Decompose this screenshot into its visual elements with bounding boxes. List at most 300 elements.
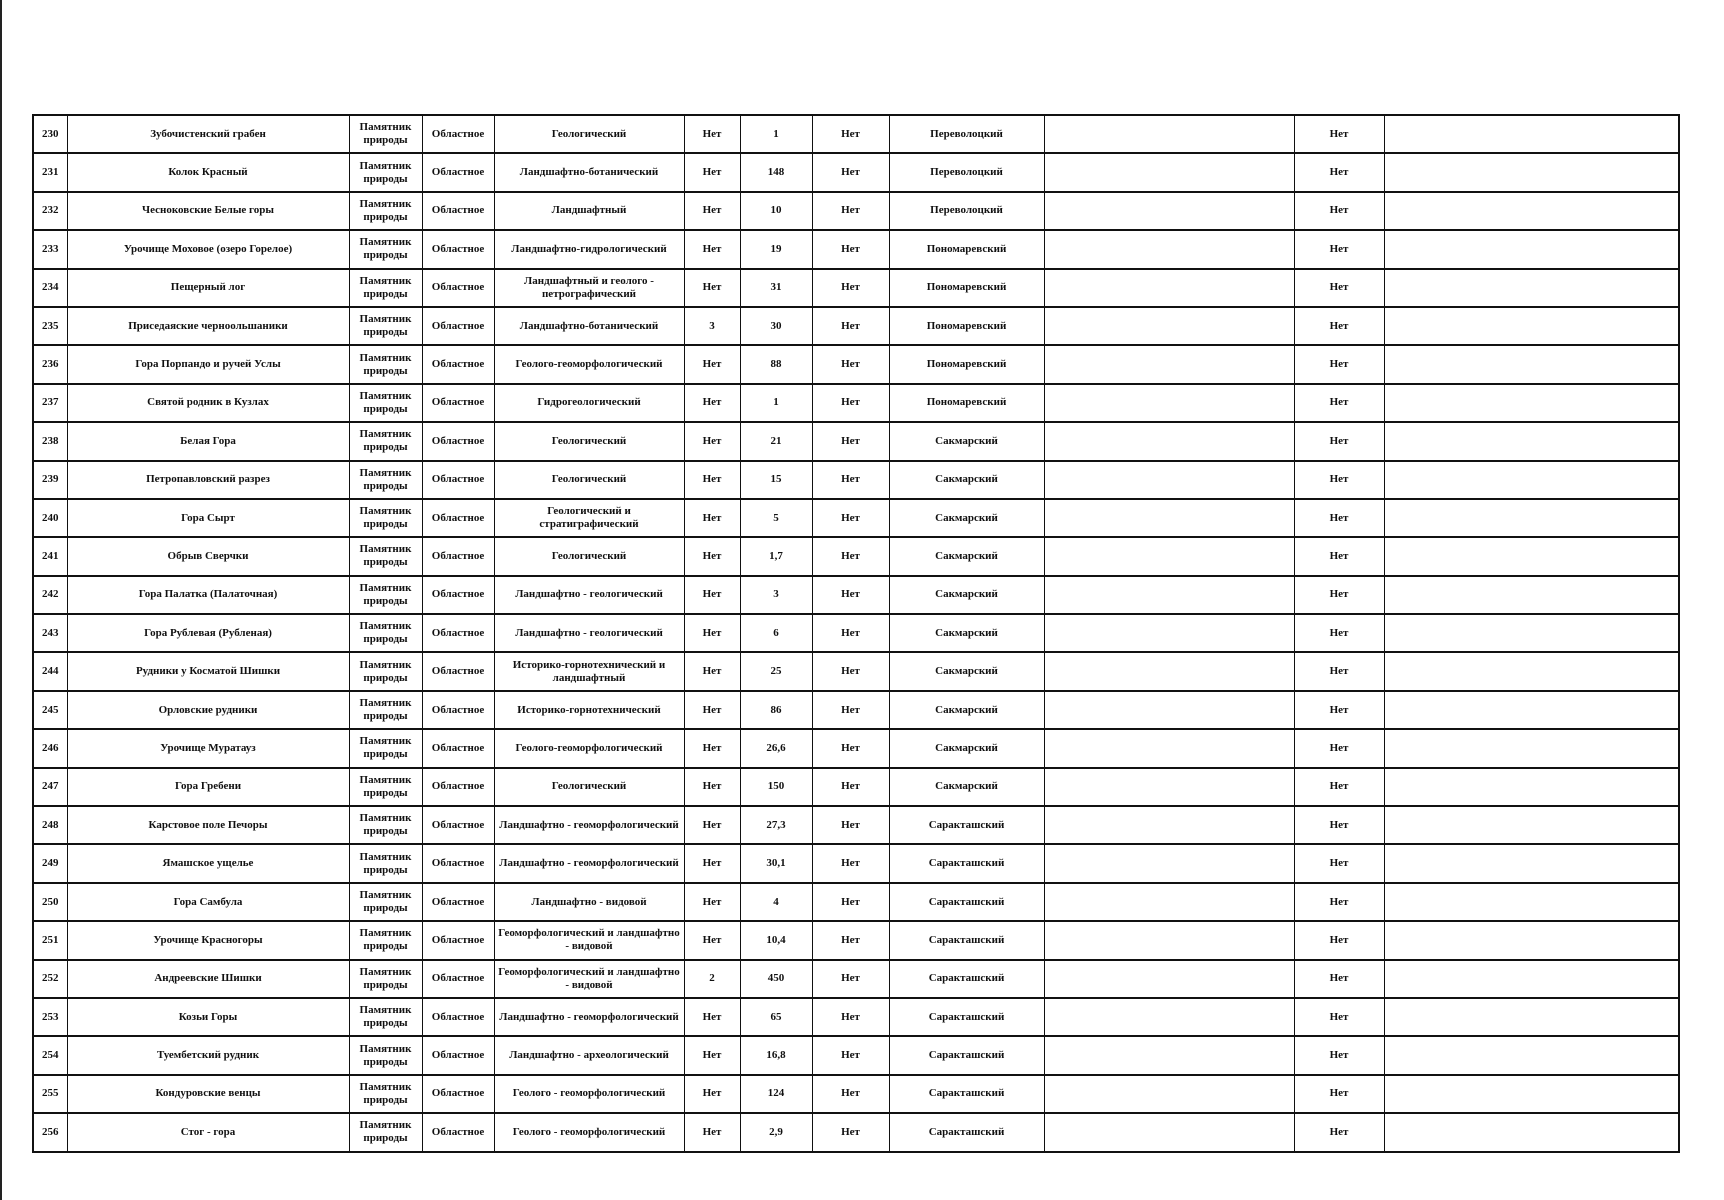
- object-profile: Гидрогеологический: [494, 384, 684, 422]
- table-row: [33, 230, 1679, 268]
- object-district: Пономаревский: [889, 384, 1044, 422]
- cell-col-12: [1384, 345, 1679, 383]
- cell-col-11: Нет: [1294, 652, 1384, 690]
- object-area: 25: [740, 652, 812, 690]
- table-row: [33, 192, 1679, 230]
- object-category: Памятник природы: [349, 192, 422, 230]
- cell-col-12: [1384, 614, 1679, 652]
- row-number: 241: [33, 537, 67, 575]
- cell-col-10: [1044, 844, 1294, 882]
- object-district: Пономаревский: [889, 345, 1044, 383]
- table-row: [33, 576, 1679, 614]
- object-profile: Геоморфологический и ландшафтно - видовой: [494, 921, 684, 959]
- object-district: Саракташский: [889, 1113, 1044, 1151]
- object-significance: Областное: [422, 768, 494, 806]
- cell-col-8: Нет: [812, 998, 889, 1036]
- cell-col-11: Нет: [1294, 153, 1384, 191]
- table-row: [33, 806, 1679, 844]
- object-category: Памятник природы: [349, 422, 422, 460]
- object-area: 21: [740, 422, 812, 460]
- object-area: 10: [740, 192, 812, 230]
- cell-col-6: Нет: [684, 461, 740, 499]
- cell-col-12: [1384, 806, 1679, 844]
- object-category: Памятник природы: [349, 1075, 422, 1113]
- cell-col-8: Нет: [812, 844, 889, 882]
- row-number: 240: [33, 499, 67, 537]
- cell-col-10: [1044, 307, 1294, 345]
- row-number: 238: [33, 422, 67, 460]
- cell-col-6: Нет: [684, 269, 740, 307]
- cell-col-8: Нет: [812, 576, 889, 614]
- object-category: Памятник природы: [349, 115, 422, 153]
- cell-col-12: [1384, 192, 1679, 230]
- object-significance: Областное: [422, 307, 494, 345]
- cell-col-8: Нет: [812, 537, 889, 575]
- row-number: 246: [33, 729, 67, 767]
- object-category: Памятник природы: [349, 307, 422, 345]
- cell-col-8: Нет: [812, 806, 889, 844]
- cell-col-12: [1384, 998, 1679, 1036]
- table-row: [33, 1075, 1679, 1113]
- cell-col-12: [1384, 499, 1679, 537]
- table-row: [33, 652, 1679, 690]
- table-row: [33, 998, 1679, 1036]
- row-number: 230: [33, 115, 67, 153]
- cell-col-11: Нет: [1294, 422, 1384, 460]
- cell-col-11: Нет: [1294, 461, 1384, 499]
- cell-col-10: [1044, 422, 1294, 460]
- cell-col-8: Нет: [812, 461, 889, 499]
- object-category: Памятник природы: [349, 691, 422, 729]
- row-number: 236: [33, 345, 67, 383]
- cell-col-12: [1384, 307, 1679, 345]
- cell-col-8: Нет: [812, 652, 889, 690]
- cell-col-11: Нет: [1294, 576, 1384, 614]
- row-number: 243: [33, 614, 67, 652]
- object-area: 148: [740, 153, 812, 191]
- cell-col-6: Нет: [684, 768, 740, 806]
- cell-col-12: [1384, 153, 1679, 191]
- cell-col-10: [1044, 461, 1294, 499]
- cell-col-6: Нет: [684, 1113, 740, 1151]
- object-significance: Областное: [422, 921, 494, 959]
- cell-col-6: Нет: [684, 806, 740, 844]
- table-row: [33, 307, 1679, 345]
- cell-col-12: [1384, 729, 1679, 767]
- object-district: Сакмарский: [889, 768, 1044, 806]
- object-category: Памятник природы: [349, 230, 422, 268]
- cell-col-10: [1044, 345, 1294, 383]
- object-category: Памятник природы: [349, 844, 422, 882]
- row-number: 244: [33, 652, 67, 690]
- row-number: 233: [33, 230, 67, 268]
- object-profile: Геоморфологический и ландшафтно - видовой: [494, 960, 684, 998]
- cell-col-12: [1384, 960, 1679, 998]
- cell-col-12: [1384, 422, 1679, 460]
- object-district: Саракташский: [889, 1075, 1044, 1113]
- object-district: Переволоцкий: [889, 192, 1044, 230]
- object-name: Гора Гребени: [67, 768, 349, 806]
- cell-col-8: Нет: [812, 729, 889, 767]
- row-number: 256: [33, 1113, 67, 1151]
- object-category: Памятник природы: [349, 614, 422, 652]
- table-row: [33, 768, 1679, 806]
- object-district: Переволоцкий: [889, 115, 1044, 153]
- cell-col-12: [1384, 537, 1679, 575]
- table-row: [33, 691, 1679, 729]
- row-number: 251: [33, 921, 67, 959]
- cell-col-6: Нет: [684, 422, 740, 460]
- cell-col-6: Нет: [684, 115, 740, 153]
- object-profile: Ландшафтно - геоморфологический: [494, 844, 684, 882]
- cell-col-10: [1044, 269, 1294, 307]
- cell-col-6: 2: [684, 960, 740, 998]
- table-row: [33, 729, 1679, 767]
- object-category: Памятник природы: [349, 806, 422, 844]
- cell-col-11: Нет: [1294, 729, 1384, 767]
- cell-col-8: Нет: [812, 115, 889, 153]
- row-number: 245: [33, 691, 67, 729]
- object-significance: Областное: [422, 461, 494, 499]
- cell-col-6: Нет: [684, 345, 740, 383]
- object-category: Памятник природы: [349, 576, 422, 614]
- object-district: Саракташский: [889, 1036, 1044, 1074]
- table-row: [33, 960, 1679, 998]
- cell-col-6: Нет: [684, 614, 740, 652]
- object-category: Памятник природы: [349, 652, 422, 690]
- object-district: Саракташский: [889, 960, 1044, 998]
- cell-col-11: Нет: [1294, 537, 1384, 575]
- row-number: 232: [33, 192, 67, 230]
- row-number: 254: [33, 1036, 67, 1074]
- object-category: Памятник природы: [349, 960, 422, 998]
- object-significance: Областное: [422, 345, 494, 383]
- cell-col-12: [1384, 576, 1679, 614]
- object-profile: Геологический: [494, 768, 684, 806]
- cell-col-8: Нет: [812, 422, 889, 460]
- object-category: Памятник природы: [349, 883, 422, 921]
- object-significance: Областное: [422, 652, 494, 690]
- object-profile: Геологический: [494, 422, 684, 460]
- object-category: Памятник природы: [349, 499, 422, 537]
- object-profile: Геолого - геоморфологический: [494, 1113, 684, 1151]
- cell-col-8: Нет: [812, 614, 889, 652]
- object-significance: Областное: [422, 1075, 494, 1113]
- row-number: 231: [33, 153, 67, 191]
- object-profile: Геологический: [494, 537, 684, 575]
- cell-col-6: Нет: [684, 192, 740, 230]
- row-number: 253: [33, 998, 67, 1036]
- cell-col-12: [1384, 1036, 1679, 1074]
- cell-col-11: Нет: [1294, 115, 1384, 153]
- object-category: Памятник природы: [349, 768, 422, 806]
- object-significance: Областное: [422, 806, 494, 844]
- object-name: Святой родник в Кузлах: [67, 384, 349, 422]
- cell-col-11: Нет: [1294, 960, 1384, 998]
- cell-col-8: Нет: [812, 1075, 889, 1113]
- cell-col-6: Нет: [684, 844, 740, 882]
- object-significance: Областное: [422, 115, 494, 153]
- object-area: 4: [740, 883, 812, 921]
- cell-col-8: Нет: [812, 691, 889, 729]
- cell-col-8: Нет: [812, 230, 889, 268]
- cell-col-10: [1044, 652, 1294, 690]
- object-significance: Областное: [422, 1036, 494, 1074]
- row-number: 242: [33, 576, 67, 614]
- object-name: Приседаяские черноольшаники: [67, 307, 349, 345]
- object-profile: Геологический и стратиграфический: [494, 499, 684, 537]
- object-category: Памятник природы: [349, 729, 422, 767]
- object-significance: Областное: [422, 384, 494, 422]
- cell-col-6: 3: [684, 307, 740, 345]
- cell-col-6: Нет: [684, 1075, 740, 1113]
- object-name: Туембетский рудник: [67, 1036, 349, 1074]
- object-name: Белая Гора: [67, 422, 349, 460]
- object-profile: Геолого-геоморфологический: [494, 345, 684, 383]
- object-category: Памятник природы: [349, 461, 422, 499]
- object-area: 5: [740, 499, 812, 537]
- object-area: 450: [740, 960, 812, 998]
- table-row: [33, 269, 1679, 307]
- cell-col-8: Нет: [812, 192, 889, 230]
- object-name: Гора Палатка (Палаточная): [67, 576, 349, 614]
- object-area: 30,1: [740, 844, 812, 882]
- object-category: Памятник природы: [349, 537, 422, 575]
- cell-col-11: Нет: [1294, 192, 1384, 230]
- table-row: [33, 384, 1679, 422]
- object-category: Памятник природы: [349, 921, 422, 959]
- object-area: 2,9: [740, 1113, 812, 1151]
- object-profile: Историко-горнотехнический и ландшафтный: [494, 652, 684, 690]
- object-significance: Областное: [422, 230, 494, 268]
- row-number: 239: [33, 461, 67, 499]
- cell-col-6: Нет: [684, 729, 740, 767]
- cell-col-10: [1044, 729, 1294, 767]
- cell-col-6: Нет: [684, 1036, 740, 1074]
- object-area: 31: [740, 269, 812, 307]
- object-district: Сакмарский: [889, 576, 1044, 614]
- row-number: 247: [33, 768, 67, 806]
- table-row: [33, 422, 1679, 460]
- cell-col-6: Нет: [684, 576, 740, 614]
- object-significance: Областное: [422, 153, 494, 191]
- cell-col-10: [1044, 960, 1294, 998]
- object-category: Памятник природы: [349, 998, 422, 1036]
- cell-col-11: Нет: [1294, 921, 1384, 959]
- object-area: 150: [740, 768, 812, 806]
- object-name: Пещерный лог: [67, 269, 349, 307]
- row-number: 235: [33, 307, 67, 345]
- object-profile: Ландшафтно-ботанический: [494, 307, 684, 345]
- cell-col-12: [1384, 230, 1679, 268]
- cell-col-12: [1384, 461, 1679, 499]
- object-profile: Ландшафтно - геоморфологический: [494, 998, 684, 1036]
- object-district: Саракташский: [889, 998, 1044, 1036]
- object-category: Памятник природы: [349, 345, 422, 383]
- cell-col-10: [1044, 691, 1294, 729]
- object-district: Пономаревский: [889, 269, 1044, 307]
- cell-col-6: Нет: [684, 384, 740, 422]
- object-area: 16,8: [740, 1036, 812, 1074]
- object-area: 124: [740, 1075, 812, 1113]
- object-significance: Областное: [422, 883, 494, 921]
- cell-col-10: [1044, 384, 1294, 422]
- object-name: Рудники у Косматой Шишки: [67, 652, 349, 690]
- object-area: 86: [740, 691, 812, 729]
- object-name: Андреевские Шишки: [67, 960, 349, 998]
- object-district: Сакмарский: [889, 422, 1044, 460]
- object-name: Гора Рублевая (Рубленая): [67, 614, 349, 652]
- cell-col-8: Нет: [812, 307, 889, 345]
- cell-col-11: Нет: [1294, 806, 1384, 844]
- object-name: Колок Красный: [67, 153, 349, 191]
- cell-col-6: Нет: [684, 153, 740, 191]
- object-name: Гора Самбула: [67, 883, 349, 921]
- cell-col-6: Нет: [684, 883, 740, 921]
- object-district: Пономаревский: [889, 307, 1044, 345]
- cell-col-10: [1044, 1075, 1294, 1113]
- protected-areas-table: [32, 114, 1680, 1153]
- object-district: Пономаревский: [889, 230, 1044, 268]
- row-number: 255: [33, 1075, 67, 1113]
- object-district: Переволоцкий: [889, 153, 1044, 191]
- object-area: 15: [740, 461, 812, 499]
- cell-col-8: Нет: [812, 768, 889, 806]
- cell-col-10: [1044, 1036, 1294, 1074]
- cell-col-8: Нет: [812, 345, 889, 383]
- object-profile: Геологический: [494, 461, 684, 499]
- object-significance: Областное: [422, 844, 494, 882]
- table-row: [33, 921, 1679, 959]
- object-name: Урочище Красногоры: [67, 921, 349, 959]
- object-district: Сакмарский: [889, 614, 1044, 652]
- cell-col-12: [1384, 921, 1679, 959]
- cell-col-10: [1044, 115, 1294, 153]
- object-area: 27,3: [740, 806, 812, 844]
- object-significance: Областное: [422, 691, 494, 729]
- object-profile: Ландшафтно - видовой: [494, 883, 684, 921]
- object-area: 3: [740, 576, 812, 614]
- cell-col-11: Нет: [1294, 230, 1384, 268]
- object-significance: Областное: [422, 192, 494, 230]
- object-profile: Ландшафтно-ботанический: [494, 153, 684, 191]
- table-row: [33, 844, 1679, 882]
- object-district: Сакмарский: [889, 652, 1044, 690]
- object-profile: Геологический: [494, 115, 684, 153]
- object-significance: Областное: [422, 729, 494, 767]
- object-profile: Ландшафтно-гидрологический: [494, 230, 684, 268]
- table-row: [33, 1036, 1679, 1074]
- object-profile: Ландшафтный: [494, 192, 684, 230]
- cell-col-8: Нет: [812, 384, 889, 422]
- object-name: Гора Порпандо и ручей Услы: [67, 345, 349, 383]
- object-area: 6: [740, 614, 812, 652]
- cell-col-10: [1044, 921, 1294, 959]
- object-area: 1: [740, 384, 812, 422]
- object-category: Памятник природы: [349, 269, 422, 307]
- object-category: Памятник природы: [349, 384, 422, 422]
- object-profile: Ландшафтно - геологический: [494, 614, 684, 652]
- cell-col-10: [1044, 768, 1294, 806]
- cell-col-11: Нет: [1294, 307, 1384, 345]
- cell-col-8: Нет: [812, 153, 889, 191]
- object-profile: Геолого - геоморфологический: [494, 1075, 684, 1113]
- row-number: 234: [33, 269, 67, 307]
- object-name: Обрыв Сверчки: [67, 537, 349, 575]
- cell-col-12: [1384, 844, 1679, 882]
- object-name: Стог - гора: [67, 1113, 349, 1151]
- cell-col-12: [1384, 269, 1679, 307]
- object-significance: Областное: [422, 537, 494, 575]
- cell-col-11: Нет: [1294, 998, 1384, 1036]
- cell-col-6: Нет: [684, 499, 740, 537]
- cell-col-12: [1384, 384, 1679, 422]
- object-significance: Областное: [422, 960, 494, 998]
- row-number: 249: [33, 844, 67, 882]
- object-significance: Областное: [422, 499, 494, 537]
- page-edge: [0, 0, 2, 1200]
- cell-col-12: [1384, 1113, 1679, 1151]
- table-row: [33, 153, 1679, 191]
- object-area: 26,6: [740, 729, 812, 767]
- cell-col-6: Нет: [684, 652, 740, 690]
- object-significance: Областное: [422, 422, 494, 460]
- cell-col-12: [1384, 883, 1679, 921]
- object-name: Кондуровские венцы: [67, 1075, 349, 1113]
- object-district: Саракташский: [889, 844, 1044, 882]
- object-area: 65: [740, 998, 812, 1036]
- table-row: [33, 537, 1679, 575]
- cell-col-12: [1384, 691, 1679, 729]
- object-area: 10,4: [740, 921, 812, 959]
- object-district: Сакмарский: [889, 499, 1044, 537]
- row-number: 252: [33, 960, 67, 998]
- cell-col-6: Нет: [684, 537, 740, 575]
- table-row: [33, 1113, 1679, 1151]
- table-row: [33, 499, 1679, 537]
- row-number: 248: [33, 806, 67, 844]
- object-significance: Областное: [422, 998, 494, 1036]
- cell-col-6: Нет: [684, 921, 740, 959]
- object-district: Саракташский: [889, 883, 1044, 921]
- object-name: Ямашское ущелье: [67, 844, 349, 882]
- cell-col-6: Нет: [684, 230, 740, 268]
- cell-col-10: [1044, 576, 1294, 614]
- object-district: Сакмарский: [889, 729, 1044, 767]
- cell-col-10: [1044, 998, 1294, 1036]
- table-row: [33, 345, 1679, 383]
- cell-col-10: [1044, 499, 1294, 537]
- object-category: Памятник природы: [349, 1113, 422, 1151]
- object-name: Зубочистенский грабен: [67, 115, 349, 153]
- cell-col-10: [1044, 230, 1294, 268]
- object-profile: Историко-горнотехнический: [494, 691, 684, 729]
- cell-col-11: Нет: [1294, 345, 1384, 383]
- cell-col-11: Нет: [1294, 499, 1384, 537]
- object-district: Саракташский: [889, 921, 1044, 959]
- cell-col-8: Нет: [812, 499, 889, 537]
- object-district: Сакмарский: [889, 537, 1044, 575]
- cell-col-10: [1044, 1113, 1294, 1151]
- cell-col-10: [1044, 883, 1294, 921]
- cell-col-10: [1044, 192, 1294, 230]
- object-name: Орловские рудники: [67, 691, 349, 729]
- object-significance: Областное: [422, 1113, 494, 1151]
- cell-col-8: Нет: [812, 1113, 889, 1151]
- cell-col-11: Нет: [1294, 614, 1384, 652]
- object-category: Памятник природы: [349, 153, 422, 191]
- table-body: [33, 115, 1679, 1152]
